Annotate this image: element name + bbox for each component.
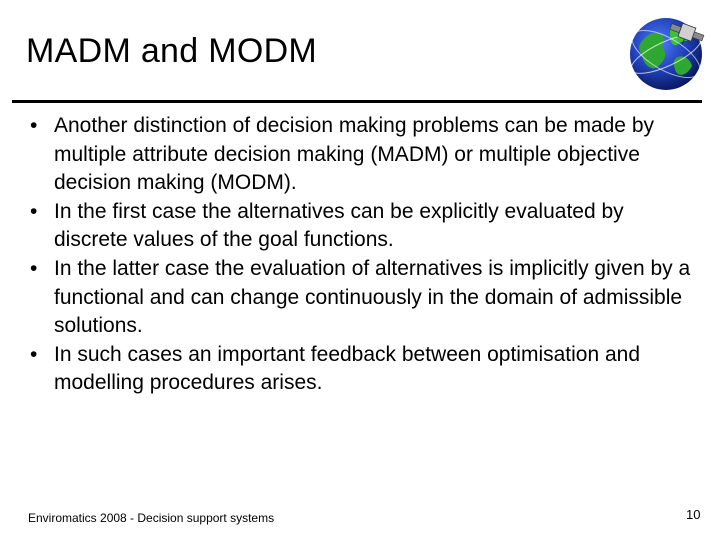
bullet-text: In the first case the alternatives can be explicitly evaluated by discrete values of the goal functions. — [54, 199, 624, 252]
globe-with-satellite-icon — [626, 8, 712, 94]
bullet-text: Another distinction of decision making problems can be made by multiple attribute decision making (MADM) or multiple objective decision making (MODM). — [54, 114, 654, 195]
bullet-marker: • — [30, 342, 38, 366]
bullet-marker: • — [30, 114, 38, 137]
title-divider — [12, 100, 702, 103]
bullet-marker: • — [30, 199, 38, 223]
footer-text: Enviromatics 2008 - Decision support systems — [28, 511, 275, 525]
slide-title: MADM and MODM — [26, 32, 318, 70]
bullet-item — [26, 112, 696, 198]
bullet-text: In the latter case the evaluation of alternatives is implicitly given by a functional and can change continuously in the domain of admissible solutions. — [54, 256, 691, 338]
bullet-marker: • — [30, 256, 38, 280]
bullet-item — [26, 198, 696, 255]
bullet-text: In such cases an important feedback between optimisation and modelling procedures arises. — [54, 342, 641, 395]
bullet-item — [26, 341, 696, 398]
bullet-item — [26, 255, 696, 341]
bullet-list — [26, 112, 696, 398]
page-number: 10 — [686, 507, 701, 522]
